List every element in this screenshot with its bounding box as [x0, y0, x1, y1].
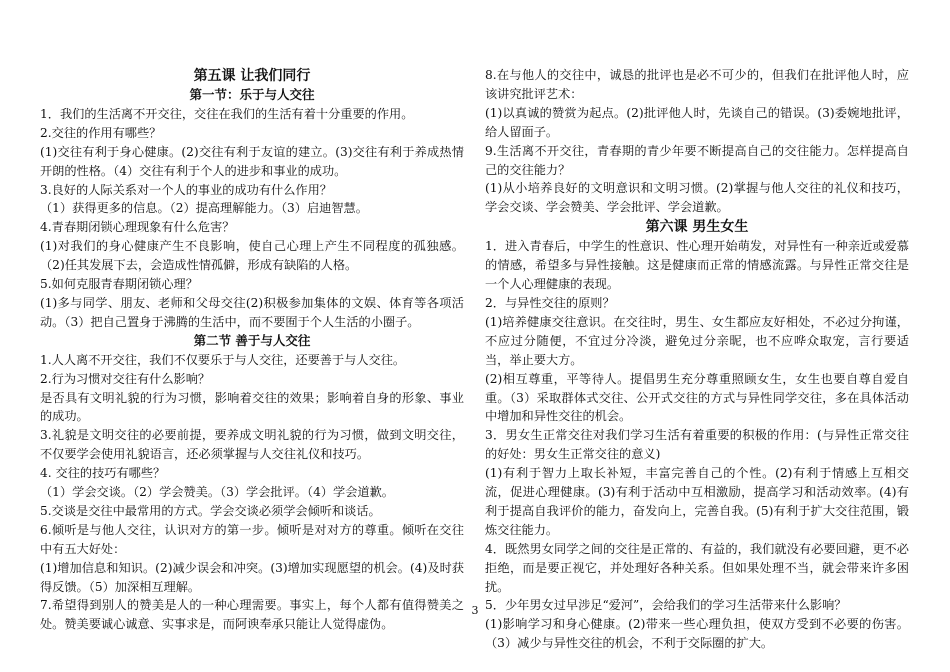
- paragraph: （1）获得更多的信息。（2）提高理解能力。（3）启迪智慧。: [40, 201, 368, 216]
- paragraph: 1．我们的生活离不开交往，交往在我们的生活有着十分重要的作用。: [40, 106, 414, 121]
- lesson5-title: 第五课 让我们同行: [193, 68, 311, 84]
- paragraph: (1)培养健康交往意识。在交往时，男生、女生都应友好相处，不必过分拘谨，不应过分随便，不宜过分冷淡，避免过分亲昵，也不应哗众取宠，言行要适当，举止要大方。: [485, 314, 909, 367]
- left-column: [40, 66, 464, 634]
- paragraph: 是否具有文明礼貌的行为习惯，影响着交往的效果；影响着自身的形象、事业的成功。: [40, 390, 464, 424]
- paragraph: (1)增加信息和知识。(2)减少误会和冲突。(3)增加实现愿望的机会。(4)及时获得反馈。（5）加深相互理解。: [40, 560, 464, 594]
- question: 5.如何克服青春期闭锁心理？: [40, 277, 198, 292]
- paragraph: 7.希望得到别人的赞美是人的一种心理需要。事实上，每个人都有值得赞美之处。赞美要诚心诚意、实事求是，而阿谀奉承只能让人觉得虚伪。: [40, 598, 464, 632]
- paragraph: （1）学会交谈。（2）学会赞美。（3）学会批评。（4）学会道歉。: [40, 485, 394, 500]
- paragraph: 1.人人离不开交往，我们不仅要乐于与人交往，还要善于与人交往。: [40, 352, 406, 367]
- question: 2.行为习惯对交往有什么影响？: [40, 371, 211, 386]
- paragraph: (1)交往有利于身心健康。(2)交往有利于友谊的建立。(3)交往有利于养成热情开朗的性格。（4）交往有利于个人的进步和事业的成功。: [40, 144, 464, 178]
- page-number: 3: [471, 604, 479, 617]
- paragraph: (1)以真诚的赞赏为起点。(2)批评他人时，先谈自己的错误。(3)委婉地批评，给人留面子。: [485, 105, 909, 139]
- question: 4. 交往的技巧有哪些？: [40, 466, 166, 481]
- lesson6-title: 第六课 男生女生: [645, 219, 749, 236]
- paragraph: 5.交谈是交往中最常用的方式。学会交谈必须学会倾听和谈话。: [40, 503, 381, 518]
- question: 5．少年男女过早涉足“爱河”，会给我们的学习生活带来什么影响？: [485, 598, 847, 613]
- paragraph: 3．男女生正常交往对我们学习生活有着重要的积极的作用：(与异性正常交往的好处：男女生正常交往的意义): [485, 428, 909, 462]
- question: 2．与异性交往的原则？: [485, 295, 615, 310]
- paragraph: (1)有利于智力上取长补短，丰富完善自己的个性。(2)有利于情感上互相交流，促进心理健康。(3)有利于活动中互相激励，提高学习和活动效率。(4)有利于提高自我评价的能力，奋发向上，完善自我。(5)有利于扩大交往范围，锻炼交往能力。: [485, 466, 909, 537]
- section1-title: 第一节：乐于与人交往: [189, 87, 315, 102]
- right-column: [485, 66, 909, 653]
- section2-title: 第二节 善于与人交往: [193, 332, 311, 348]
- question: 3.良好的人际关系对一个人的事业的成功有什么作用？: [40, 182, 332, 197]
- question: 9.生活离不开交往，青春期的青少年要不断提高自己的交往能力。怎样提高自己的交往能力？: [485, 143, 909, 177]
- paragraph: (1)多与同学、朋友、老师和父母交往(2)积极参加集体的文娱、体育等各项活动。（3）把自己置身于沸腾的生活中，而不要囿于个人生活的小圈子。: [40, 295, 464, 329]
- paragraph: (1)对我们的身心健康产生不良影响，使自己心理上产生不同程度的孤独感。（2)任其发展下去，会造成性情孤僻，形成有缺陷的人格。: [40, 239, 464, 273]
- paragraph: 8.在与他人的交往中，诚恳的批评也是必不可少的，但我们在批评他人时，应该讲究批评艺术：: [485, 68, 909, 101]
- question: 2.交往的作用有哪些？: [40, 125, 162, 140]
- question: 4.青春期闭锁心理现象有什么危害？: [40, 220, 235, 235]
- paragraph: (1)从小培养良好的文明意识和文明习惯。(2)掌握与他人交往的礼仪和技巧，学会交谈、学会赞美、学会批评、学会道歉。: [485, 181, 909, 215]
- paragraph: 3.礼貌是文明交往的必要前提，要养成文明礼貌的行为习惯，做到文明交往，不仅要学会使用礼貌语言，还必须掌握与人交往礼仪和技巧。: [40, 428, 464, 462]
- paragraph: 1．进入青春后，中学生的性意识、性心理开始萌发，对异性有一种亲近或爱慕的情感，希望多与异性接触。这是健康而正常的情感流露。与异性正常交往是一个人心理健康的表现。: [485, 239, 909, 292]
- paragraph: 6.倾听是与他人交往，认识对方的第一步。倾听是对对方的尊重。倾听在交往中有五大好处：: [40, 522, 464, 556]
- paragraph: 4．既然男女同学之间的交往是正常的、有益的，我们就没有必要回避，更不必拒绝，而是要正视它，并处理好各种关系。但如果处理不当，就会带来许多困扰。: [485, 541, 909, 594]
- paragraph: (2)相互尊重，平等待人。提倡男生充分尊重照顾女生，女生也要自尊自爱自重。（3）采取群体式交往、公开式交往的方式与异性同学交往，多在具体活动中增加和异性交往的机会。: [485, 371, 909, 424]
- paragraph: (1)影响学习和身心健康。(2)带来一些心理负担，使双方受到不必要的伤害。（3）减少与异性交往的机会，不利于交际圈的扩大。: [485, 617, 909, 651]
